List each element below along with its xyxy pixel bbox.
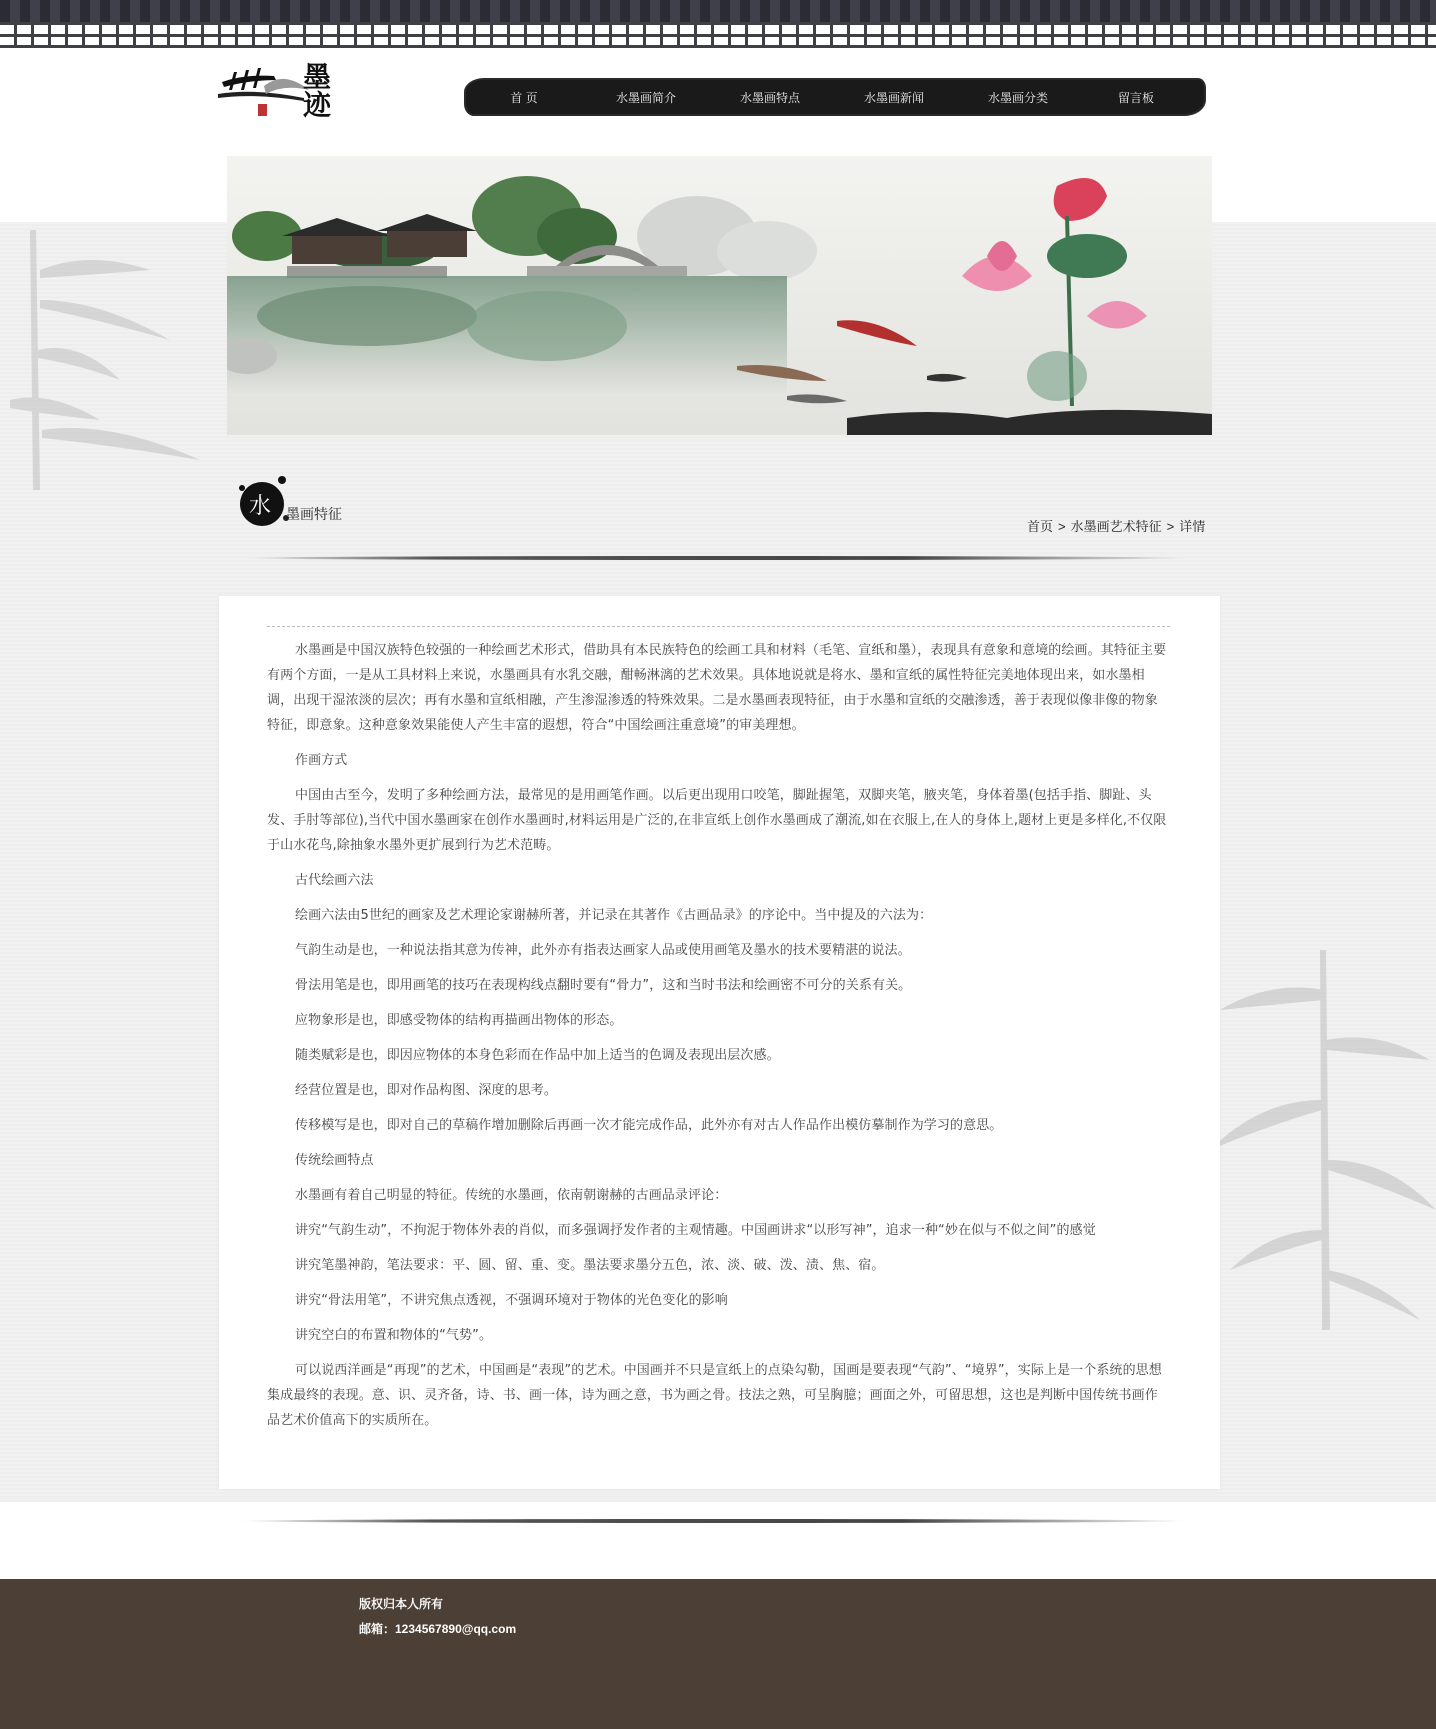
nav-item-home[interactable]: 首 页 (510, 90, 538, 105)
site-logo[interactable] (214, 60, 394, 130)
nav-item-news[interactable]: 水墨画新闻 (863, 90, 924, 105)
breadcrumb-current: 详情 (1179, 519, 1206, 534)
breadcrumb-separator: > (1058, 519, 1066, 534)
article-body (267, 638, 1170, 1443)
article-paragraph: 讲究“气韵生动”，不拘泥于物体外表的肖似，而多强调抒发作者的主观情趣。中国画讲求“以形写神”，追求一种“妙在似与不似之间”的感觉 (295, 1223, 1096, 1238)
logo-text: 墨迹 (299, 62, 332, 118)
ink-landscape-illustration (227, 156, 1212, 435)
nav-item-guestbook[interactable]: 留言板 (1117, 90, 1154, 105)
section-heading (236, 468, 366, 532)
article-subheading: 作画方式 (295, 753, 348, 768)
nav-item-features[interactable]: 水墨画特点 (739, 90, 800, 105)
article-paragraph: 传移模写是也，即对自己的草稿作增加删除后再画一次才能完成作品，此外亦有对古人作品作出模仿摹制作为学习的意思。 (295, 1118, 1003, 1133)
article-paragraph: 骨法用笔是也，即用画笔的技巧在表现构线点翻时要有“骨力”，这和当时书法和绘画密不可分的关系有关。 (295, 978, 912, 993)
article-paragraph: 中国由古至今，发明了多种绘画方法，最常见的是用画笔作画。以后更出现用口咬笔，脚趾握笔，双脚夹笔，腋夹笔，身体着墨(包括手指、脚趾、头发、手肘等部位),当代中国水墨画家在创作水墨画时,材料运用是广泛的,在非宣纸上创作水墨画成了潮流,如在衣服上,在人的身体上,题材上更是多样化,不仅限于山水花鸟,除抽象水墨外更扩展到行为艺术范畴。 (267, 788, 1167, 853)
article-paragraph: 绘画六法由5世纪的画家及艺术理论家谢赫所著，并记录在其著作《古画品录》的序论中。当中提及的六法为： (295, 908, 933, 923)
article-paragraph: 应物象形是也，即感受物体的结构再描画出物体的形态。 (295, 1013, 623, 1028)
bamboo-left-decoration (0, 230, 220, 490)
breadcrumb-category[interactable]: 水墨画艺术特征 (1070, 519, 1162, 534)
ink-divider-top (245, 556, 1190, 560)
breadcrumb-home[interactable]: 首页 (1027, 519, 1054, 534)
top-ornament-border (0, 0, 1436, 50)
article-paragraph: 经营位置是也，即对作品构图、深度的思考。 (295, 1083, 558, 1098)
bamboo-right-decoration (1210, 950, 1436, 1330)
top-wave-band (0, 0, 1436, 22)
section-heading-text: 墨画特征 (286, 507, 342, 523)
article-subheading: 传统绘画特点 (295, 1153, 374, 1168)
article-paragraph: 讲究空白的布置和物体的“气势”。 (295, 1328, 493, 1343)
breadcrumb (1027, 516, 1205, 535)
article-paragraph: 讲究笔墨神韵，笔法要求：平、圆、留、重、变。墨法要求墨分五色，浓、淡、破、泼、渍、焦、宿。 (295, 1258, 885, 1273)
article-paragraph: 讲究“骨法用笔”，不讲究焦点透视，不强调环境对于物体的光色变化的影响 (295, 1293, 728, 1308)
main-nav (466, 80, 1204, 114)
footer-email: 邮箱：1234567890@qq.com (359, 1622, 517, 1636)
nav-item-intro[interactable]: 水墨画简介 (615, 90, 676, 105)
section-heading-badge: 水 (249, 494, 272, 519)
nav-item-categories[interactable]: 水墨画分类 (987, 90, 1048, 105)
article-paragraph: 水墨画是中国汉族特色较强的一种绘画艺术形式，借助具有本民族特色的绘画工具和材料（毛笔、宣纸和墨），表现具有意象和意境的绘画。其特征主要有两个方面，一是从工具材料上来说，水墨画具有水乳交融，酣畅淋漓的艺术效果。具体地说就是将水、墨和宣纸的属性特征完美地体现出来，如水墨相调，出现干湿浓淡的层次；再有水墨和宣纸相融，产生渗湿渗透的特殊效果。二是水墨画表现特征，由于水墨和宣纸的交融渗透，善于表现似像非像的物象特征，即意象。这种意象效果能使人产生丰富的遐想，符合“中国绘画注重意境”的审美理想。 (267, 643, 1167, 733)
top-fret-pattern (0, 22, 1436, 48)
article-paragraph: 可以说西洋画是“再现”的艺术，中国画是“表现”的艺术。中国画并不只是宣纸上的点染勾勒，国画是要表现“气韵”、“境界”，实际上是一个系统的思想集成最终的表现。意、识、灵齐备，诗、书、画一体，诗为画之意，书为画之骨。技法之熟，可呈胸臆；画面之外，可留思想，这也是判断中国传统书画作品艺术价值高下的实质所在。 (267, 1363, 1162, 1428)
article-subheading: 古代绘画六法 (295, 873, 374, 888)
site-footer (0, 1579, 1436, 1729)
ink-divider-bottom (240, 1519, 1190, 1523)
article-paragraph: 随类赋彩是也，即因应物体的本身色彩而在作品中加上适当的色调及表现出层次感。 (295, 1048, 780, 1063)
footer-copyright: 版权归本人所有 (359, 1597, 444, 1611)
article-card (219, 596, 1220, 1489)
article-paragraph: 气韵生动是也，一种说法指其意为传神，此外亦有指表达画家人品或使用画笔及墨水的技术要精湛的说法。 (295, 943, 911, 958)
article-paragraph: 水墨画有着自己明显的特征。传统的水墨画，依南朝谢赫的古画品录评论： (295, 1188, 728, 1203)
breadcrumb-separator: > (1166, 519, 1175, 534)
dashed-divider (267, 626, 1170, 627)
hero-banner (227, 156, 1212, 435)
